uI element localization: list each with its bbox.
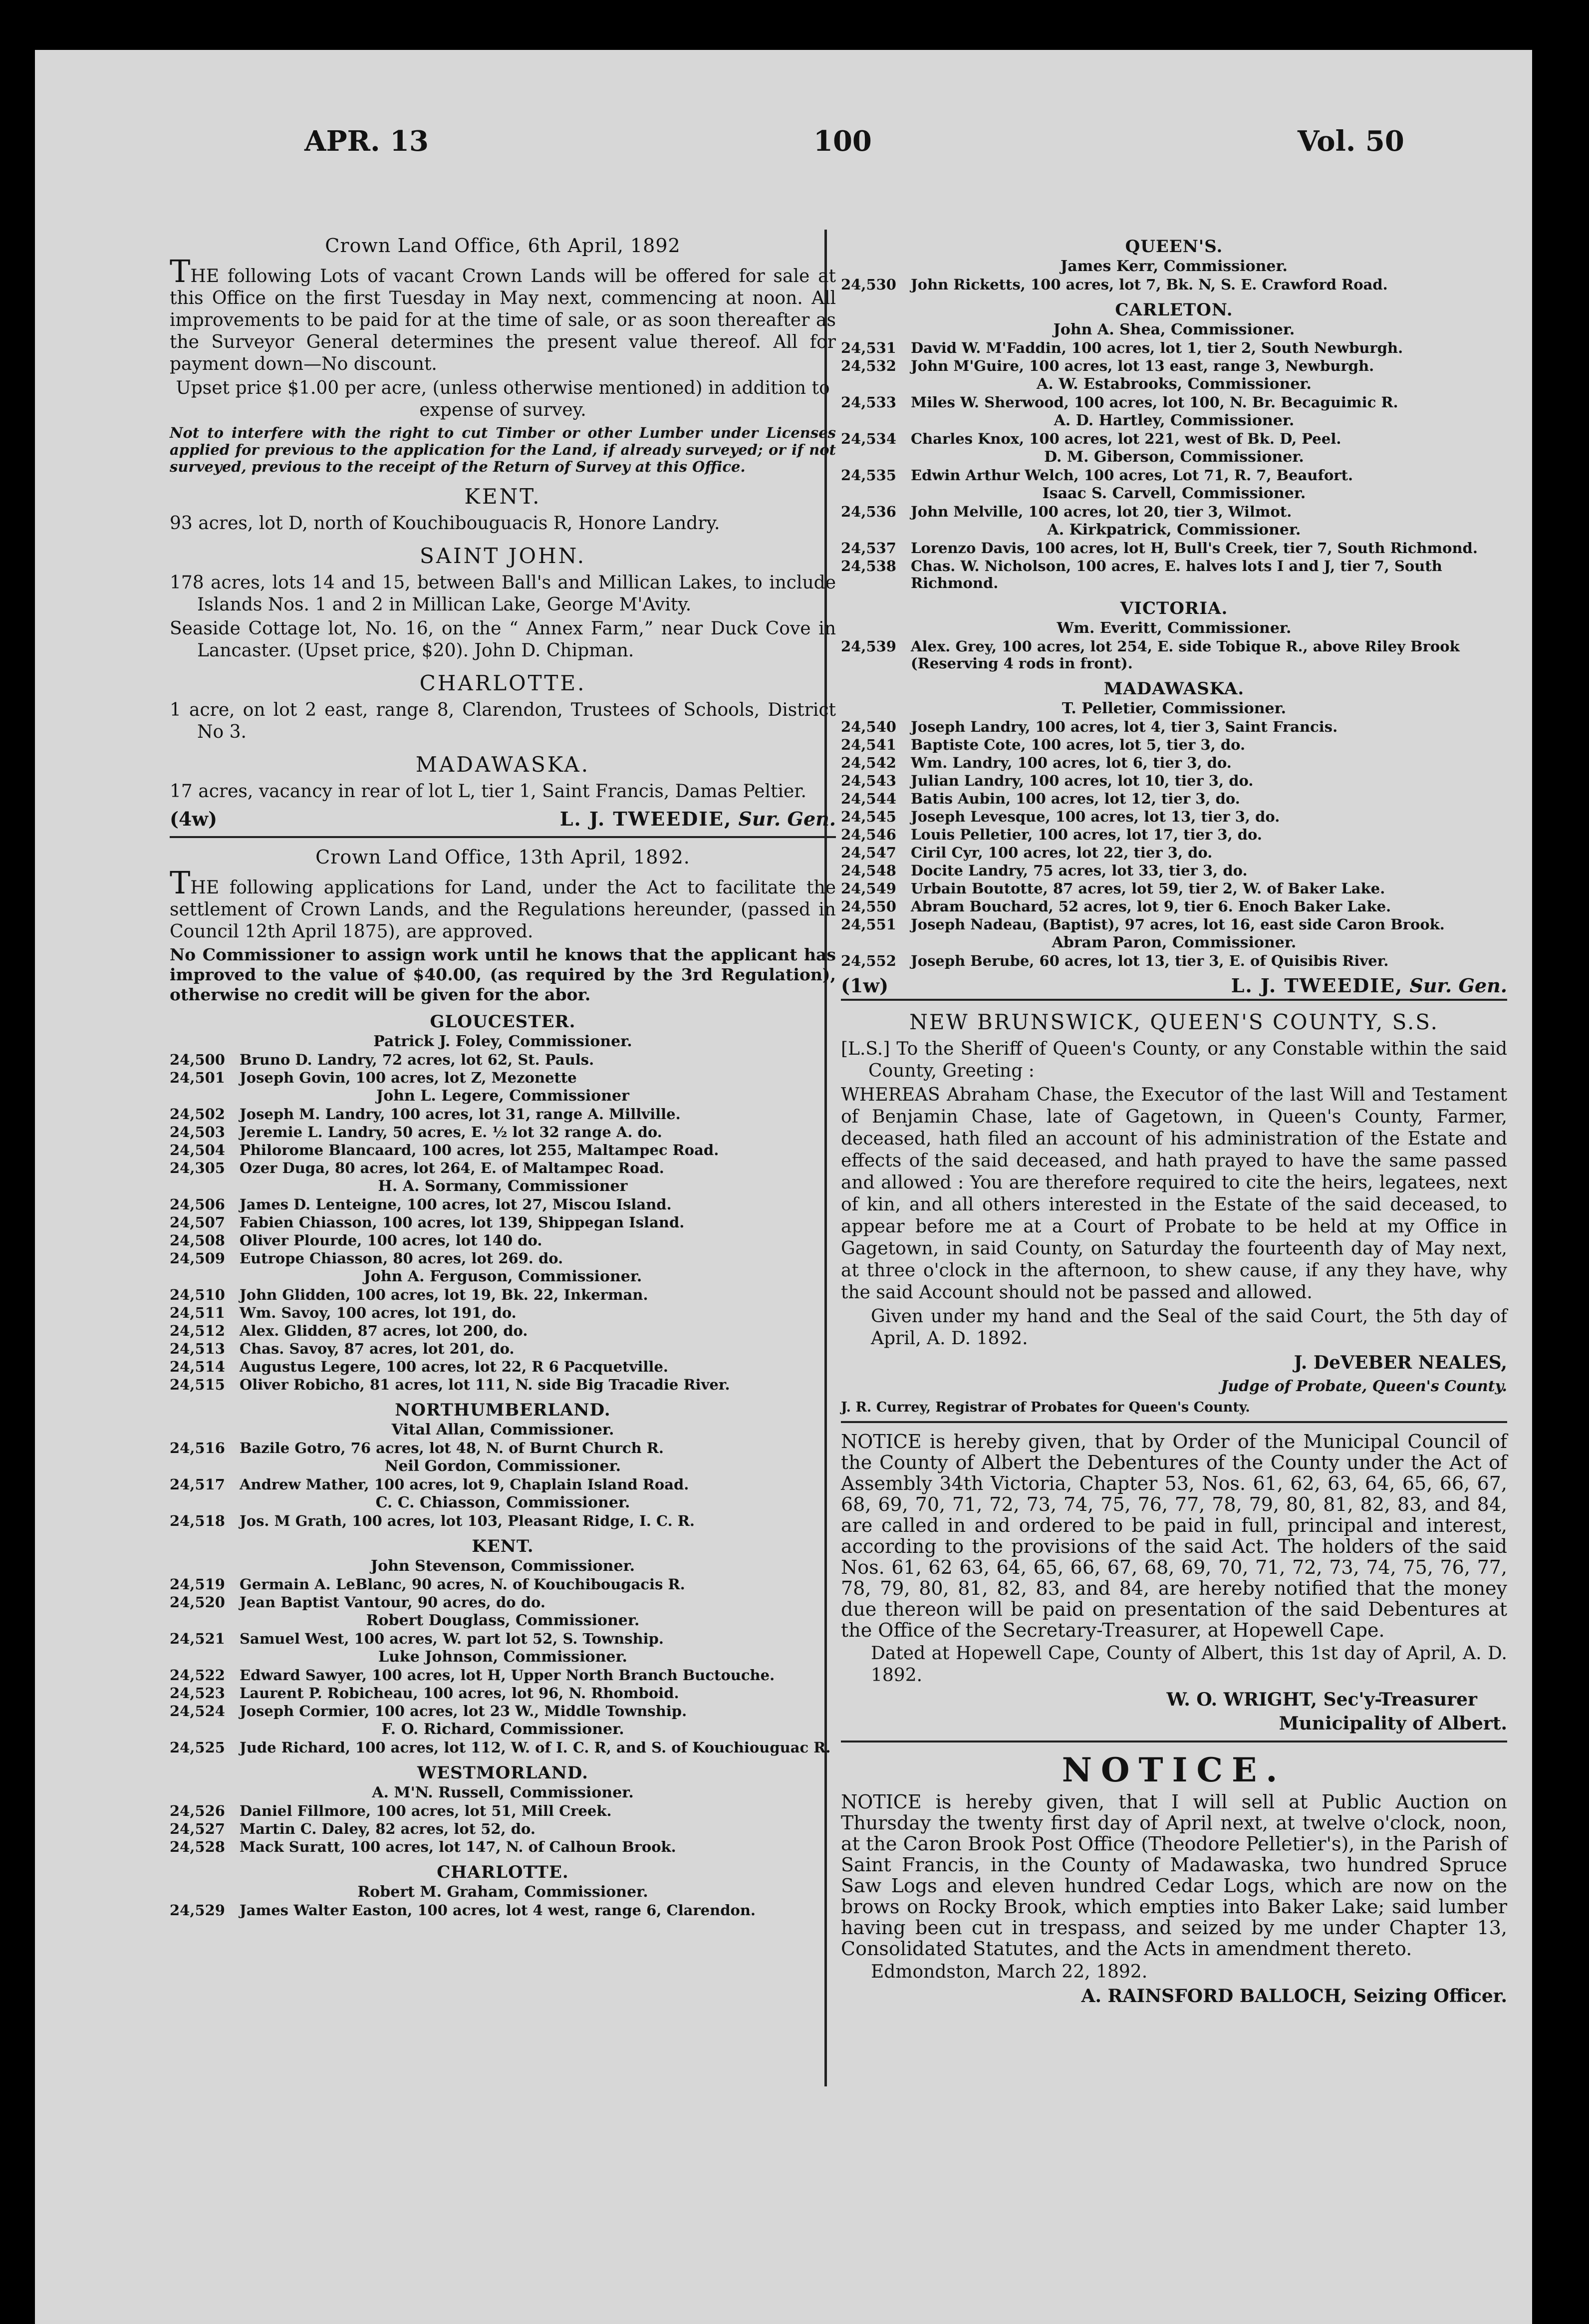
application-entry (170, 1322, 836, 1339)
county-heading: MADAWASKA. (1103, 679, 1245, 699)
application-number: 24,548 (841, 862, 896, 879)
volume-number: Vol. 50 (1298, 125, 1404, 158)
albert-notice: NOTICE is hereby given, that by Order of the Municipal Council of the County of Albert the Debentures of the County under the Act of Assembly 34th Victoria, Chapter 53, Nos. 61, 62, 63, 64, 65, 66, 67, 68, 69, 70, 71, 72, 73, 74, 75, 76, 77, 78, 79, 80, 81, 82, 83, and 84, are called in and ordered to be paid in full, principal and interest, according to the provisions of the said Act. The holders of the said Nos. 61, 62 63, 64, 65, 66, 67, 68, 69, 70, 71, 72, 73, 74, 75, 76, 77, 78, 79, 80, 81, 82, 83, and 84, are hereby notified that the money due thereon will be paid on presentation of the said Debentures at the Office of the Secretary-Treasurer, at Hopewell Cape. (841, 1431, 1507, 1641)
application-number: 24,518 (170, 1512, 225, 1529)
application-number: 24,540 (841, 718, 896, 735)
application-text: Miles W. Sherwood, 100 acres, lot 100, N. Br. Becaguimic R. (911, 394, 1398, 411)
application-entry (841, 826, 1507, 843)
application-entry (841, 952, 1507, 969)
application-text: Lorenzo Davis, 100 acres, lot H, Bull's Creek, tier 7, South Richmond. (911, 540, 1478, 557)
registrar-line: J. R. Currey, Registrar of Probates for Queen's County. (841, 1400, 1250, 1415)
application-entry (170, 1376, 836, 1393)
application-number: 24,550 (841, 898, 896, 915)
application-entry (170, 1820, 836, 1837)
gazette-page (35, 50, 1532, 2324)
application-text: Fabien Chiasson, 100 acres, lot 139, Shippegan Island. (240, 1214, 685, 1231)
application-text: Alex. Grey, 100 acres, lot 254, E. side Tobique R., above Riley Brook (Reserving 4 rods in front). (911, 638, 1460, 672)
probate-address: [L.S.] To the Sheriff of Queen's County, or any Constable within the said County, Greeting : (841, 1039, 1507, 1081)
application-entry (841, 394, 1507, 411)
application-entry (170, 1051, 836, 1068)
application-number: 24,543 (841, 772, 896, 789)
application-number: 24,520 (170, 1594, 225, 1611)
application-entry (841, 880, 1507, 897)
application-number: 24,516 (170, 1440, 225, 1456)
application-text: Urbain Boutotte, 87 acres, lot 59, tier 2, W. of Baker Lake. (911, 880, 1385, 897)
application-number: 24,527 (170, 1820, 225, 1837)
application-text: Wm. Savoy, 100 acres, lot 191, do. (240, 1304, 517, 1321)
county-heading: NORTHUMBERLAND. (395, 1400, 611, 1420)
judge-name: J. DeVEBER NEALES, (1294, 1352, 1507, 1373)
application-text: Julian Landry, 100 acres, lot 10, tier 3, do. (911, 772, 1254, 789)
judge-title: Judge of Probate, Queen's County. (1221, 1378, 1507, 1395)
albert-dated: Dated at Hopewell Cape, County of Albert, this 1st day of April, A. D. 1892. (871, 1643, 1507, 1686)
lot-entry: 178 acres, lots 14 and 15, between Ball's and Millican Lakes, to include Islands Nos. 1 and 2 in Millican Lake, George M'Avity. (170, 573, 836, 615)
albert-municipality: Municipality of Albert. (1279, 1713, 1507, 1734)
notice-heading: NOTICE. (1061, 1750, 1287, 1789)
county-heading: CHARLOTTE. (437, 1862, 569, 1882)
application-entry (841, 503, 1507, 520)
commissioner-name: H. A. Sormany, Commissioner (378, 1177, 628, 1195)
application-entry (170, 1196, 836, 1213)
page-number: 100 (813, 125, 872, 158)
application-text: John M'Guire, 100 acres, lot 13 east, range 3, Newburgh. (911, 357, 1374, 374)
application-text: Wm. Landry, 100 acres, lot 6, tier 3, do. (911, 754, 1232, 771)
application-number: 24,501 (170, 1069, 225, 1086)
application-number: 24,526 (170, 1802, 225, 1819)
commissioner-name: Luke Johnson, Commissioner. (378, 1648, 627, 1666)
application-number: 24,509 (170, 1250, 225, 1267)
application-text: Ciril Cyr, 100 acres, lot 22, tier 3, do. (911, 844, 1213, 861)
commissioner-name: C. C. Chiasson, Commissioner. (375, 1494, 630, 1511)
application-entry (170, 1667, 836, 1684)
commissioner-name: A. W. Estabrooks, Commissioner. (1037, 375, 1312, 393)
application-text: Martin C. Daley, 82 acres, lot 52, do. (240, 1820, 535, 1837)
commissioner-name: Robert Douglass, Commissioner. (366, 1612, 640, 1629)
county-heading: MADAWASKA. (415, 752, 590, 777)
application-entry (170, 1142, 836, 1159)
county-heading: KENT. (464, 484, 541, 509)
application-entry (841, 916, 1507, 933)
issue-date: APR. 13 (304, 125, 429, 158)
application-text: Laurent P. Robicheau, 100 acres, lot 96, N. Rhomboid. (240, 1685, 679, 1702)
auction-place: Edmondston, March 22, 1892. (871, 1962, 1148, 1982)
commissioner-name: A. M'N. Russell, Commissioner. (372, 1784, 634, 1801)
application-text: John Ricketts, 100 acres, lot 7, Bk. N, S. E. Crawford Road. (911, 276, 1388, 293)
lot-entry: Seaside Cottage lot, No. 16, on the “ Annex Farm,” near Duck Cove in Lancaster. (Upset price, $20). John D. Chipman. (170, 618, 836, 661)
application-entry (170, 1232, 836, 1249)
application-number: 24,544 (841, 790, 896, 807)
commissioner-name: Wm. Everitt, Commissioner. (1057, 619, 1292, 637)
application-entry (170, 1440, 836, 1456)
application-entry (170, 1286, 836, 1303)
commissioner-name: F. O. Richard, Commissioner. (381, 1721, 624, 1738)
commissioner-name: John A. Ferguson, Commissioner. (363, 1268, 642, 1285)
application-entry (841, 467, 1507, 484)
application-entry (170, 1106, 836, 1123)
notice-title: Crown Land Office, 13th April, 1892. (315, 846, 690, 868)
application-text: Edward Sawyer, 100 acres, lot H, Upper North Branch Buctouche. (240, 1667, 775, 1684)
application-text: Jos. M Grath, 100 acres, lot 103, Pleasant Ridge, I. C. R. (240, 1512, 695, 1529)
notice-intro: THE following applications for Land, under the Act to facilitate the settlement of Crown Lands, and the Regulations hereunder, (passed in Council 12th April 1875), are approved. (170, 865, 836, 942)
application-number: 24,549 (841, 880, 896, 897)
application-entry (170, 1304, 836, 1321)
application-number: 24,500 (170, 1051, 225, 1068)
probate-body: WHEREAS Abraham Chase, the Executor of the last Will and Testament of Benjamin Chase, late of Gagetown, in Queen's County, Farmer, deceased, hath filed an account of his administration of the Estate and effects of the said deceased, and hath prayed to have the same passed and allowed : You are therefore required to cite the heirs, legatees, next of kin, and all others interested in the Estate of the said deceased, to appear before me at a Court of Probate to be held at my Office in Gagetown, in said County, on Saturday the fourteenth day of May next, at three o'clock in the afternoon, to shew cause, if any they have, why the said Account should not be passed and allowed. (841, 1085, 1507, 1303)
application-text: Alex. Glidden, 87 acres, lot 200, do. (240, 1322, 528, 1339)
application-number: 24,517 (170, 1476, 225, 1493)
application-entry (170, 1358, 836, 1375)
county-heading: QUEEN'S. (1125, 237, 1223, 257)
application-number: 24,506 (170, 1196, 225, 1213)
lot-entry: 93 acres, lot D, north of Kouchibouguacis R, Honore Landry. (170, 513, 720, 534)
application-number: 24,512 (170, 1322, 225, 1339)
application-number: 24,551 (841, 916, 896, 933)
application-number: 24,534 (841, 430, 896, 447)
application-number: 24,530 (841, 276, 896, 293)
application-number: 24,539 (841, 638, 896, 655)
application-number: 24,546 (841, 826, 896, 843)
application-number: 24,547 (841, 844, 896, 861)
application-entry (841, 754, 1507, 771)
commissioner-name: Isaac S. Carvell, Commissioner. (1042, 485, 1306, 502)
signature-line: (4w) L. J. TWEEDIE, Sur. Gen. (170, 808, 836, 830)
application-text: Bruno D. Landry, 72 acres, lot 62, St. Pauls. (240, 1051, 594, 1068)
county-heading: CARLETON. (1115, 300, 1233, 320)
application-number: 24,507 (170, 1214, 225, 1231)
application-entry (841, 898, 1507, 915)
application-text: Edwin Arthur Welch, 100 acres, Lot 71, R. 7, Beaufort. (911, 467, 1353, 484)
application-text: Jude Richard, 100 acres, lot 112, W. of I. C. R, and S. of Kouchiouguac R. (240, 1739, 831, 1756)
application-number: 24,531 (841, 339, 896, 356)
application-entry (841, 339, 1507, 356)
application-entry (170, 1512, 836, 1529)
application-number: 24,525 (170, 1739, 225, 1756)
application-text: Joseph Landry, 100 acres, lot 4, tier 3, Saint Francis. (911, 718, 1338, 735)
application-number: 24,510 (170, 1286, 225, 1303)
application-entry (170, 1160, 836, 1176)
application-text: David W. M'Faddin, 100 acres, lot 1, tier 2, South Newburgh. (911, 339, 1403, 356)
application-entry (841, 808, 1507, 825)
application-text: Charles Knox, 100 acres, lot 221, west of Bk. D, Peel. (911, 430, 1341, 447)
application-entry (170, 1594, 836, 1611)
commissioner-name: T. Pelletier, Commissioner. (1061, 700, 1287, 717)
application-number: 24,502 (170, 1106, 225, 1123)
application-number: 24,503 (170, 1124, 225, 1141)
application-entry (170, 1476, 836, 1493)
application-entry (170, 1124, 836, 1141)
application-entry (170, 1685, 836, 1702)
application-number: 24,511 (170, 1304, 225, 1321)
application-entry (170, 1739, 836, 1756)
application-text: Germain A. LeBlanc, 90 acres, N. of Kouchibougacis R. (240, 1576, 685, 1593)
application-text: John Melville, 100 acres, lot 20, tier 3, Wilmot. (911, 503, 1292, 520)
application-text: Baptiste Cote, 100 acres, lot 5, tier 3, do. (911, 736, 1246, 753)
application-entry (170, 1069, 836, 1086)
application-entry (841, 540, 1507, 557)
application-number: 24,305 (170, 1160, 225, 1176)
application-text: John Glidden, 100 acres, lot 19, Bk. 22, Inkerman. (240, 1286, 648, 1303)
application-number: 24,524 (170, 1703, 225, 1720)
application-number: 24,542 (841, 754, 896, 771)
lot-entry: 1 acre, on lot 2 east, range 8, Clarendon, Trustees of Schools, District No 3. (170, 700, 836, 742)
application-text: Daniel Fillmore, 100 acres, lot 51, Mill Creek. (240, 1802, 612, 1819)
application-entry (841, 558, 1507, 591)
divider (841, 1741, 1507, 1743)
application-text: Joseph M. Landry, 100 acres, lot 31, range A. Millville. (240, 1106, 681, 1123)
application-text: Joseph Govin, 100 acres, lot Z, Mezonette (240, 1069, 577, 1086)
application-entry (841, 862, 1507, 879)
left-column (170, 230, 836, 1920)
application-text: James Walter Easton, 100 acres, lot 4 west, range 6, Clarendon. (240, 1902, 756, 1919)
application-entry (841, 276, 1507, 293)
application-entry (841, 790, 1507, 807)
application-number: 24,538 (841, 558, 896, 575)
application-entry (170, 1576, 836, 1593)
application-text: Joseph Nadeau, (Baptist), 97 acres, lot 16, east side Caron Brook. (911, 916, 1445, 933)
application-entry (841, 844, 1507, 861)
application-number: 24,536 (841, 503, 896, 520)
lot-entry: 17 acres, vacancy in rear of lot L, tier 1, Saint Francis, Damas Peltier. (170, 781, 806, 802)
application-number: 24,504 (170, 1142, 225, 1159)
commissioner-name: A. Kirkpatrick, Commissioner. (1047, 521, 1301, 539)
application-text: Joseph Berube, 60 acres, lot 13, tier 3, E. of Quisibis River. (911, 952, 1389, 969)
notice-intro: THE following Lots of vacant Crown Lands will be offered for sale at this Office on the first Tuesday in May next, commencing at noon. All improvements to be paid for at the time of sale, or as soon thereafter as the Surveyor General determines the present value thereof. All for payment down—No discount. (170, 253, 836, 374)
application-text: Andrew Mather, 100 acres, lot 9, Chaplain Island Road. (240, 1476, 689, 1493)
application-entry (841, 736, 1507, 753)
commissioner-name: D. M. Giberson, Commissioner. (1044, 448, 1304, 466)
divider (841, 1421, 1507, 1423)
application-text: Oliver Plourde, 100 acres, lot 140 do. (240, 1232, 542, 1249)
upset-price: Upset price $1.00 per acre, (unless otherwise mentioned) in addition to expense of survey. (176, 378, 830, 420)
commissioner-name: Robert M. Graham, Commissioner. (357, 1883, 648, 1901)
application-number: 24,523 (170, 1685, 225, 1702)
application-number: 24,537 (841, 540, 896, 557)
application-text: Louis Pelletier, 100 acres, lot 17, tier 3, do. (911, 826, 1262, 843)
application-number: 24,532 (841, 357, 896, 374)
application-number: 24,541 (841, 736, 896, 753)
commissioner-name: A. D. Hartley, Commissioner. (1054, 412, 1295, 429)
application-text: Jean Baptist Vantour, 90 acres, do do. (240, 1594, 545, 1611)
application-text: Joseph Levesque, 100 acres, lot 13, tier 3, do. (911, 808, 1280, 825)
application-text: Chas. Savoy, 87 acres, lot 201, do. (240, 1340, 515, 1357)
albert-signer: W. O. WRIGHT, Sec'y-Treasurer (1166, 1689, 1477, 1710)
application-number: 24,508 (170, 1232, 225, 1249)
auction-signer: A. RAINSFORD BALLOCH, Seizing Officer. (1081, 1986, 1507, 2007)
application-entry (170, 1802, 836, 1819)
application-text: Augustus Legere, 100 acres, lot 22, R 6 Pacquetville. (240, 1358, 668, 1375)
application-list (170, 1012, 836, 1919)
county-heading: KENT. (472, 1536, 534, 1556)
probate-given: Given under my hand and the Seal of the said Court, the 5th day of April, A. D. 1892. (871, 1306, 1507, 1349)
county-heading: SAINT JOHN. (419, 544, 586, 568)
application-text: Joseph Cormier, 100 acres, lot 23 W., Middle Township. (240, 1703, 687, 1720)
timber-note: Not to interfere with the right to cut Timber or other Lumber under Licenses applied for previous to the application for the Land, if already surveyed; or if not surveyed, previous to the receipt of the Return of Survey at this Office. (170, 424, 836, 475)
application-entry (841, 430, 1507, 447)
county-heading: GLOUCESTER. (430, 1012, 576, 1032)
application-number: 24,522 (170, 1667, 225, 1684)
application-entry (170, 1838, 836, 1855)
commissioner-name: John L. Legere, Commissioner (376, 1087, 629, 1105)
application-text: Jeremie L. Landry, 50 acres, E. ½ lot 32 range A. do. (240, 1124, 662, 1141)
application-text: Docite Landry, 75 acres, lot 33, tier 3, do. (911, 862, 1248, 879)
commissioner-name: Neil Gordon, Commissioner. (384, 1457, 621, 1475)
application-number: 24,519 (170, 1576, 225, 1593)
application-number: 24,552 (841, 952, 896, 969)
county-heading: CHARLOTTE. (419, 671, 586, 695)
application-text: Batis Aubin, 100 acres, lot 12, tier 3, do. (911, 790, 1240, 807)
county-heading: VICTORIA. (1120, 598, 1228, 618)
application-number: 24,545 (841, 808, 896, 825)
notice-warning: No Commissioner to assign work until he knows that the applicant has improved to the value of $40.00, (as required by the 3rd Regulation), otherwise no credit will be given for the abor. (170, 945, 836, 1004)
application-text: Eutrope Chiasson, 80 acres, lot 269. do. (240, 1250, 563, 1267)
county-heading: WESTMORLAND. (417, 1763, 588, 1783)
application-text: Mack Suratt, 100 acres, lot 147, N. of Calhoun Brook. (240, 1838, 676, 1855)
application-entry (170, 1703, 836, 1720)
application-entry (170, 1250, 836, 1267)
application-number: 24,535 (841, 467, 896, 484)
application-text: Chas. W. Nicholson, 100 acres, E. halves lots I and J, tier 7, South Richmond. (911, 558, 1442, 591)
commissioner-name: Vital Allan, Commissioner. (391, 1421, 614, 1439)
divider (170, 836, 836, 838)
commissioner-name: Patrick J. Foley, Commissioner. (373, 1033, 632, 1050)
application-text: Bazile Gotro, 76 acres, lot 48, N. of Burnt Church R. (240, 1440, 664, 1456)
notice-title: Crown Land Office, 6th April, 1892 (325, 235, 681, 257)
probate-title: NEW BRUNSWICK, QUEEN'S COUNTY, S.S. (909, 1010, 1439, 1034)
application-number: 24,514 (170, 1358, 225, 1375)
commissioner-name: John Stevenson, Commissioner. (370, 1557, 635, 1575)
divider (841, 999, 1507, 1001)
application-text: Abram Bouchard, 52 acres, lot 9, tier 6. Enoch Baker Lake. (911, 898, 1391, 915)
commissioner-name: John A. Shea, Commissioner. (1053, 321, 1295, 338)
application-text: Ozer Duga, 80 acres, lot 264, E. of Maltampec Road. (240, 1160, 664, 1176)
application-entry (841, 638, 1507, 672)
application-number: 24,513 (170, 1340, 225, 1357)
application-entry (170, 1902, 836, 1919)
application-list (841, 237, 1507, 969)
application-number: 24,533 (841, 394, 896, 411)
application-text: Oliver Robicho, 81 acres, lot 111, N. side Big Tracadie River. (240, 1376, 730, 1393)
signature-line: (1w) L. J. TWEEDIE, Sur. Gen. (841, 974, 1507, 997)
application-text: James D. Lenteigne, 100 acres, lot 27, Miscou Island. (240, 1196, 672, 1213)
commissioner-name: James Kerr, Commissioner. (1060, 258, 1288, 275)
application-number: 24,521 (170, 1630, 225, 1647)
auction-notice: NOTICE is hereby given, that I will sell at Public Auction on Thursday the twenty first day of April next, at twelve o'clock, noon, at the Caron Brook Post Office (Theodore Pelletier's), in the Parish of Saint Francis, in the County of Madawaska, two hundred Spruce Saw Logs and eleven hundred Cedar Logs, which are now on the brows on Rocky Brook, which empties into Baker Lake; said lumber having been cut in trespass, and seized by me under Chapter 13, Consolidated Statutes, and the Acts in amendment thereto. (841, 1791, 1507, 1960)
application-text: Samuel West, 100 acres, W. part lot 52, S. Township. (240, 1630, 664, 1647)
application-text: Philorome Blancaard, 100 acres, lot 255, Maltampec Road. (240, 1142, 719, 1159)
application-number: 24,528 (170, 1838, 225, 1855)
application-entry (841, 357, 1507, 374)
application-entry (841, 718, 1507, 735)
commissioner-name: Abram Paron, Commissioner. (1052, 934, 1297, 951)
application-entry (170, 1340, 836, 1357)
application-entry (170, 1630, 836, 1647)
application-entry (841, 772, 1507, 789)
right-column (841, 230, 1507, 2009)
application-number: 24,529 (170, 1902, 225, 1919)
application-entry (170, 1214, 836, 1231)
application-number: 24,515 (170, 1376, 225, 1393)
